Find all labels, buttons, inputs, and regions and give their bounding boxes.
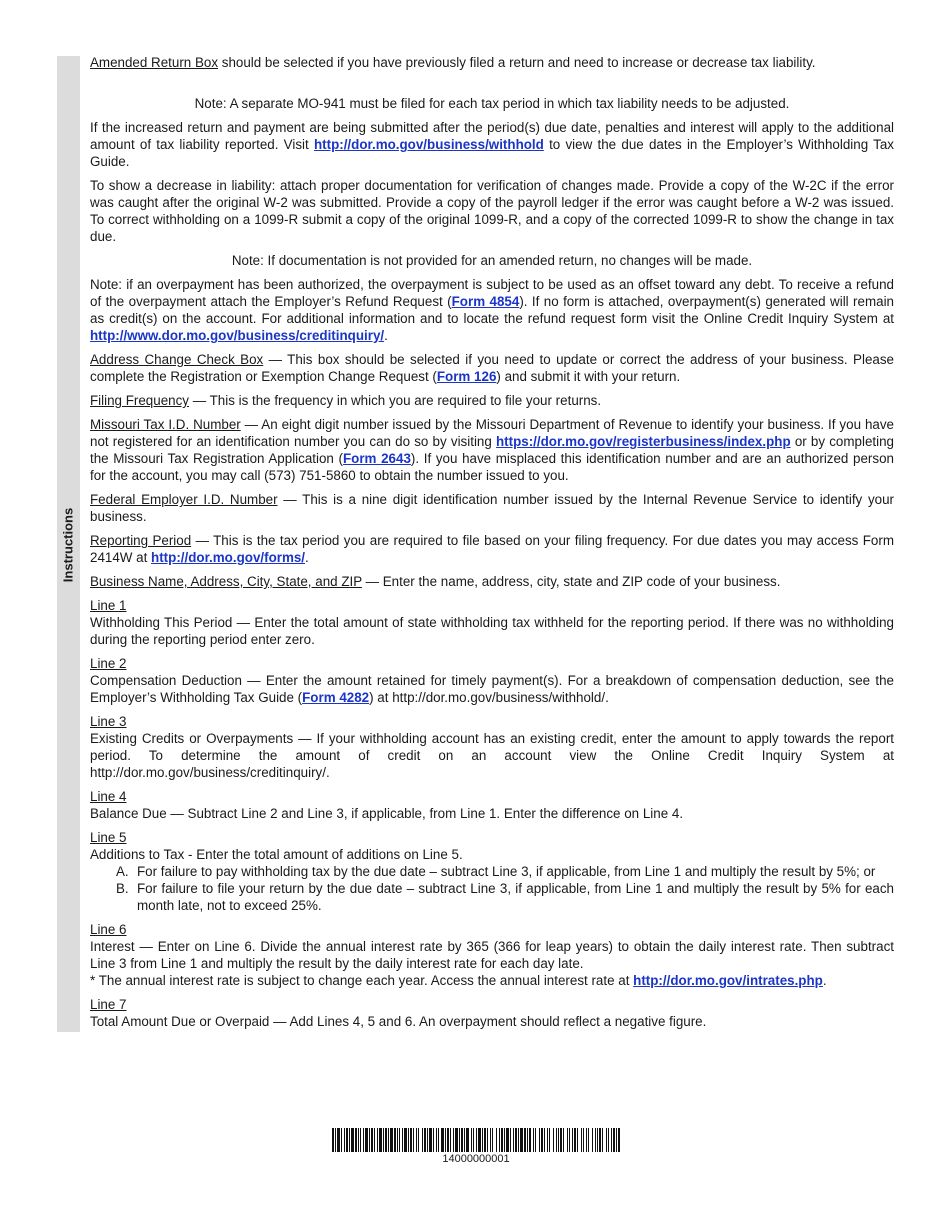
forms-link[interactable]: http://dor.mo.gov/forms/ bbox=[151, 550, 306, 565]
line-5-text: Additions to Tax - Enter the total amount of additions on Line 5. bbox=[90, 847, 463, 862]
form-2643-link[interactable]: Form 2643 bbox=[342, 451, 411, 466]
barcode-bar bbox=[341, 1128, 342, 1152]
barcode-bar bbox=[513, 1128, 514, 1152]
barcode-bar bbox=[541, 1128, 543, 1152]
barcode-bar bbox=[466, 1128, 469, 1152]
line-7-heading: Line 7 bbox=[90, 997, 127, 1012]
overpayment-text-end: . bbox=[384, 328, 388, 343]
list-item-text: For failure to pay withholding tax by the due date – subtract Line 3, if applicable, from Line 1 and multiply the result by 5%; or bbox=[137, 864, 876, 879]
missouri-tax-id-text: — An eight digit number issued by the Missouri Department of Revenue to identify your business. If you have not registered for an identification number you can do so by visiting bbox=[90, 417, 895, 449]
line-1-text: Withholding This Period — Enter the total amount of state withholding tax withheld for the reporting period. If there was no withholding during the reporting period enter zero. bbox=[90, 615, 894, 647]
barcode-bar bbox=[574, 1128, 576, 1152]
barcode-bar bbox=[360, 1128, 361, 1152]
line-6-note-end: . bbox=[822, 973, 827, 988]
line-2-heading: Line 2 bbox=[90, 656, 127, 671]
form-4282-link[interactable]: Form 4282 bbox=[302, 690, 370, 705]
barcode-bar bbox=[496, 1128, 497, 1152]
overpayment-text-mid: ). If no form is attached, overpayment(s) generated will remain as credit(s) on the account. For additional information and to locate the refund request form visit the Online Credit Inquiry System at bbox=[90, 294, 894, 326]
barcode-bar bbox=[618, 1128, 620, 1152]
amended-return-paragraph bbox=[90, 54, 894, 71]
line-5-section bbox=[90, 829, 894, 914]
barcode-bar bbox=[351, 1128, 354, 1152]
line-6-section bbox=[90, 921, 894, 989]
barcode-bar bbox=[597, 1128, 598, 1152]
barcode-bar bbox=[385, 1128, 387, 1152]
barcode-bar bbox=[520, 1128, 523, 1152]
filing-frequency-paragraph bbox=[90, 392, 894, 409]
missouri-tax-id-paragraph bbox=[90, 416, 894, 484]
barcode-bar bbox=[518, 1128, 519, 1152]
barcode-bar bbox=[510, 1128, 511, 1152]
line-5-heading: Line 5 bbox=[90, 830, 127, 845]
line-3-text: Existing Credits or Overpayments — If your withholding account has an existing credit, enter the amount to apply towards the report period. To determine the amount of credit on an account view the Online Credit Inquiry System at http://dor.mo.gov/business/creditinquiry/. bbox=[90, 731, 894, 780]
barcode-bar bbox=[369, 1128, 370, 1152]
barcode-bar bbox=[492, 1128, 493, 1152]
line-7-section bbox=[90, 996, 894, 1030]
barcode-bar bbox=[424, 1128, 426, 1152]
withhold-link[interactable]: http://dor.mo.gov/business/withhold bbox=[313, 137, 544, 152]
barcode-bar bbox=[595, 1128, 596, 1152]
overpayment-text: Note: if an overpayment has been authorized, the overpayment is subject to be used as an offset toward any debt. To receive a refund of the overpayment attach the Employer’s Refund Request ( bbox=[90, 277, 894, 309]
line-7-text: Total Amount Due or Overpaid — Add Lines 4, 5 and 6. An overpayment should reflect a negative figure. bbox=[90, 1014, 707, 1029]
barcode-bar bbox=[337, 1128, 340, 1152]
line-3-heading: Line 3 bbox=[90, 714, 127, 729]
reporting-period-paragraph bbox=[90, 532, 894, 566]
barcode-bar bbox=[429, 1128, 432, 1152]
barcode-bar bbox=[441, 1128, 444, 1152]
barcode-bar bbox=[569, 1128, 570, 1152]
decrease-paragraph: To show a decrease in liability: attach proper documentation for verification of changes made. Provide a copy of the W-2C if the error was caught after the original W-2 was submitted. Provide a copy of the payroll ledger if the error was caught before a W-2 was issued. To correct withholding on a 1099-R submit a copy of the original 1099-R, and a copy of the corrected 1099-R to show the change in tax due. bbox=[90, 178, 894, 244]
line-2-text: Compensation Deduction — Enter the amount retained for timely payment(s). For a breakdown of compensation deduction, see the Employer’s Withholding Tax Guide ( bbox=[90, 673, 894, 705]
barcode-bar bbox=[608, 1128, 609, 1152]
barcode-bar bbox=[490, 1128, 491, 1152]
barcode-bar bbox=[613, 1128, 615, 1152]
amended-return-text: should be selected if you have previously filed a return and need to increase or decrease tax liability. bbox=[218, 55, 816, 70]
line-6-text: Interest — Enter on Line 6. Divide the annual interest rate by 365 (366 for leap years) to obtain the daily interest rate. Then subtract Line 3 from Line 1 and multiply the result by the daily interest rate for each day late. bbox=[90, 939, 894, 971]
list-item bbox=[116, 863, 894, 880]
barcode-bar bbox=[453, 1128, 454, 1152]
fein-paragraph bbox=[90, 491, 894, 525]
missouri-tax-id-text-end: ). If you have misplaced this identification number and are an authorized person for the account, you may call (573) 751-5860 to obtain the number issued to you. bbox=[90, 451, 894, 483]
filing-frequency-heading: Filing Frequency bbox=[90, 393, 189, 408]
barcode-bar bbox=[553, 1128, 554, 1152]
barcode-block bbox=[331, 1128, 621, 1166]
barcode-bar bbox=[484, 1128, 486, 1152]
barcode-bar bbox=[577, 1128, 578, 1152]
barcode-bar bbox=[606, 1128, 607, 1152]
barcode-bar bbox=[501, 1128, 503, 1152]
barcode-bar bbox=[547, 1128, 548, 1152]
barcode-bar bbox=[355, 1128, 357, 1152]
barcode-bar bbox=[599, 1128, 601, 1152]
barcode-bar bbox=[586, 1128, 587, 1152]
filing-frequency-text: — This is the frequency in which you are required to file your returns. bbox=[189, 393, 602, 408]
barcode-bar bbox=[487, 1128, 488, 1152]
line-6-heading: Line 6 bbox=[90, 922, 127, 937]
barcode-bar bbox=[581, 1128, 582, 1152]
line-4-text: Balance Due — Subtract Line 2 and Line 3, if applicable, from Line 1. Enter the difference on Line 4. bbox=[90, 806, 684, 821]
line-3-section bbox=[90, 713, 894, 781]
overpayment-paragraph bbox=[90, 276, 894, 344]
amended-return-heading: Amended Return Box bbox=[90, 55, 219, 70]
barcode-bar bbox=[515, 1128, 517, 1152]
barcode-bar bbox=[583, 1128, 584, 1152]
address-change-paragraph bbox=[90, 351, 894, 385]
sidebar-label: Instructions bbox=[60, 507, 76, 583]
barcode-bar bbox=[390, 1128, 393, 1152]
barcode-bar bbox=[379, 1128, 382, 1152]
address-change-text-end: ) and submit it with your return. bbox=[496, 369, 681, 384]
barcode-bar bbox=[447, 1128, 449, 1152]
reporting-period-heading: Reporting Period bbox=[90, 533, 192, 548]
address-change-text: — This box should be selected if you need to update or correct the address of your business. Please complete the Registration or Exemption Change Request ( bbox=[90, 352, 894, 384]
barcode-bar bbox=[572, 1128, 573, 1152]
business-name-text: — Enter the name, address, city, state and ZIP code of your business. bbox=[361, 574, 781, 589]
address-change-heading: Address Change Check Box bbox=[90, 352, 264, 367]
barcode-bar bbox=[349, 1128, 350, 1152]
barcode-bar bbox=[476, 1128, 477, 1152]
barcode-bar bbox=[459, 1128, 460, 1152]
barcode-bar bbox=[544, 1128, 545, 1152]
barcode-bar bbox=[524, 1128, 526, 1152]
missouri-tax-id-text-mid: or by completing the Missouri Tax Registration Application ( bbox=[90, 434, 894, 466]
business-name-heading: Business Name, Address, City, State, and ZIP bbox=[90, 574, 362, 589]
barcode-bar bbox=[478, 1128, 481, 1152]
line-6-note: * The annual interest rate is subject to change each year. Access the annual interest rate at bbox=[90, 973, 634, 988]
barcode-bar bbox=[499, 1128, 500, 1152]
barcode-bar bbox=[371, 1128, 373, 1152]
fein-text: — This is a nine digit identification number issued by the Internal Revenue Service to identify your business. bbox=[90, 492, 895, 524]
barcode-bar bbox=[527, 1128, 528, 1152]
barcode-bar bbox=[602, 1128, 603, 1152]
barcode-bar bbox=[450, 1128, 451, 1152]
line-1-heading: Line 1 bbox=[90, 598, 127, 613]
barcode-bar bbox=[464, 1128, 465, 1152]
barcode-bar bbox=[365, 1128, 368, 1152]
line-5-list bbox=[116, 863, 894, 914]
barcode-bar bbox=[404, 1128, 407, 1152]
barcode-bar bbox=[482, 1128, 483, 1152]
missouri-tax-id-heading: Missouri Tax I.D. Number bbox=[90, 417, 241, 432]
barcode-bar bbox=[335, 1128, 336, 1152]
barcode-bar bbox=[533, 1128, 534, 1152]
barcode-bar bbox=[504, 1128, 505, 1152]
barcode-bar bbox=[410, 1128, 412, 1152]
intrates-link[interactable]: http://dor.mo.gov/intrates.php bbox=[633, 973, 823, 988]
barcode-bar bbox=[383, 1128, 384, 1152]
list-item-text: For failure to file your return by the due date – subtract Line 3, if applicable, from Line 1 and multiply the result by 5% for each month late, not to exceed 25%. bbox=[137, 881, 894, 913]
line-4-heading: Line 4 bbox=[90, 789, 127, 804]
line-2-text-end: ) at http://dor.mo.gov/business/withhold/. bbox=[369, 690, 609, 705]
barcode-bar bbox=[506, 1128, 509, 1152]
barcode-number: 14000000001 bbox=[442, 1153, 510, 1165]
barcode-bar bbox=[377, 1128, 378, 1152]
barcode-bar bbox=[433, 1128, 434, 1152]
barcode-bar bbox=[616, 1128, 617, 1152]
amended-note: Note: A separate MO-941 must be filed for each tax period in which tax liability needs to be adjusted. bbox=[194, 96, 790, 111]
barcode-bar bbox=[399, 1128, 400, 1152]
barcode-bar bbox=[427, 1128, 428, 1152]
barcode-bar bbox=[397, 1128, 398, 1152]
creditinquiry-link[interactable]: http://www.dor.mo.gov/business/creditinquiry/ bbox=[90, 328, 385, 343]
barcode-bar bbox=[332, 1128, 334, 1152]
list-item-letter: A. bbox=[116, 864, 129, 879]
barcode-bar bbox=[473, 1128, 474, 1152]
barcode-bar bbox=[563, 1128, 564, 1152]
barcode-bar bbox=[588, 1128, 589, 1152]
barcode-bar bbox=[422, 1128, 423, 1152]
barcode-bar bbox=[402, 1128, 403, 1152]
barcode-bar bbox=[388, 1128, 389, 1152]
barcode-bar bbox=[346, 1128, 348, 1152]
reporting-period-text: — This is the tax period you are required to file based on your filing frequency. For due dates you may access Form 2414W at bbox=[90, 533, 894, 565]
increase-text: If the increased return and payment are being submitted after the period(s) due date, penalties and interest will apply to the additional amount of tax liability reported. Visit bbox=[90, 120, 894, 152]
barcode-bar bbox=[455, 1128, 458, 1152]
barcode-bar bbox=[549, 1128, 550, 1152]
barcode-bar bbox=[418, 1128, 419, 1152]
form-4854-link[interactable]: Form 4854 bbox=[451, 294, 520, 309]
barcode-bar bbox=[394, 1128, 396, 1152]
barcode-bar bbox=[592, 1128, 593, 1152]
barcode-bar bbox=[436, 1128, 437, 1152]
business-name-paragraph bbox=[90, 573, 894, 590]
barcode-bar bbox=[408, 1128, 409, 1152]
barcode-bar bbox=[413, 1128, 414, 1152]
line-4-section bbox=[90, 788, 894, 822]
barcode-bar bbox=[461, 1128, 463, 1152]
line-1-section bbox=[90, 597, 894, 648]
barcode-bar bbox=[344, 1128, 345, 1152]
barcode-bar bbox=[358, 1128, 359, 1152]
reporting-period-text-end: . bbox=[305, 550, 309, 565]
list-item-letter: B. bbox=[116, 881, 129, 896]
barcode-image bbox=[332, 1128, 620, 1152]
barcode-bar bbox=[529, 1128, 531, 1152]
barcode-bar bbox=[560, 1128, 562, 1152]
barcode-bar bbox=[567, 1128, 568, 1152]
fein-heading: Federal Employer I.D. Number bbox=[90, 492, 278, 507]
increase-text-end: to view the due dates in the Employer’s Withholding Tax Guide. bbox=[90, 137, 894, 169]
documentation-note: Note: If documentation is not provided for an amended return, no changes will be made. bbox=[231, 253, 753, 268]
instructions-content bbox=[90, 54, 894, 1037]
barcode-bar bbox=[556, 1128, 557, 1152]
barcode-bar bbox=[438, 1128, 439, 1152]
barcode-bar bbox=[535, 1128, 536, 1152]
barcode-bar bbox=[539, 1128, 540, 1152]
barcode-bar bbox=[363, 1128, 364, 1152]
form-126-link[interactable]: Form 126 bbox=[436, 369, 497, 384]
barcode-bar bbox=[416, 1128, 417, 1152]
line-2-section bbox=[90, 655, 894, 706]
increase-paragraph bbox=[90, 119, 894, 170]
barcode-bar bbox=[471, 1128, 472, 1152]
barcode-bar bbox=[374, 1128, 375, 1152]
barcode-bar bbox=[611, 1128, 612, 1152]
list-item bbox=[116, 880, 894, 914]
registerbusiness-link[interactable]: https://dor.mo.gov/registerbusiness/index.php bbox=[496, 434, 791, 449]
barcode-bar bbox=[445, 1128, 446, 1152]
barcode-bar bbox=[558, 1128, 559, 1152]
